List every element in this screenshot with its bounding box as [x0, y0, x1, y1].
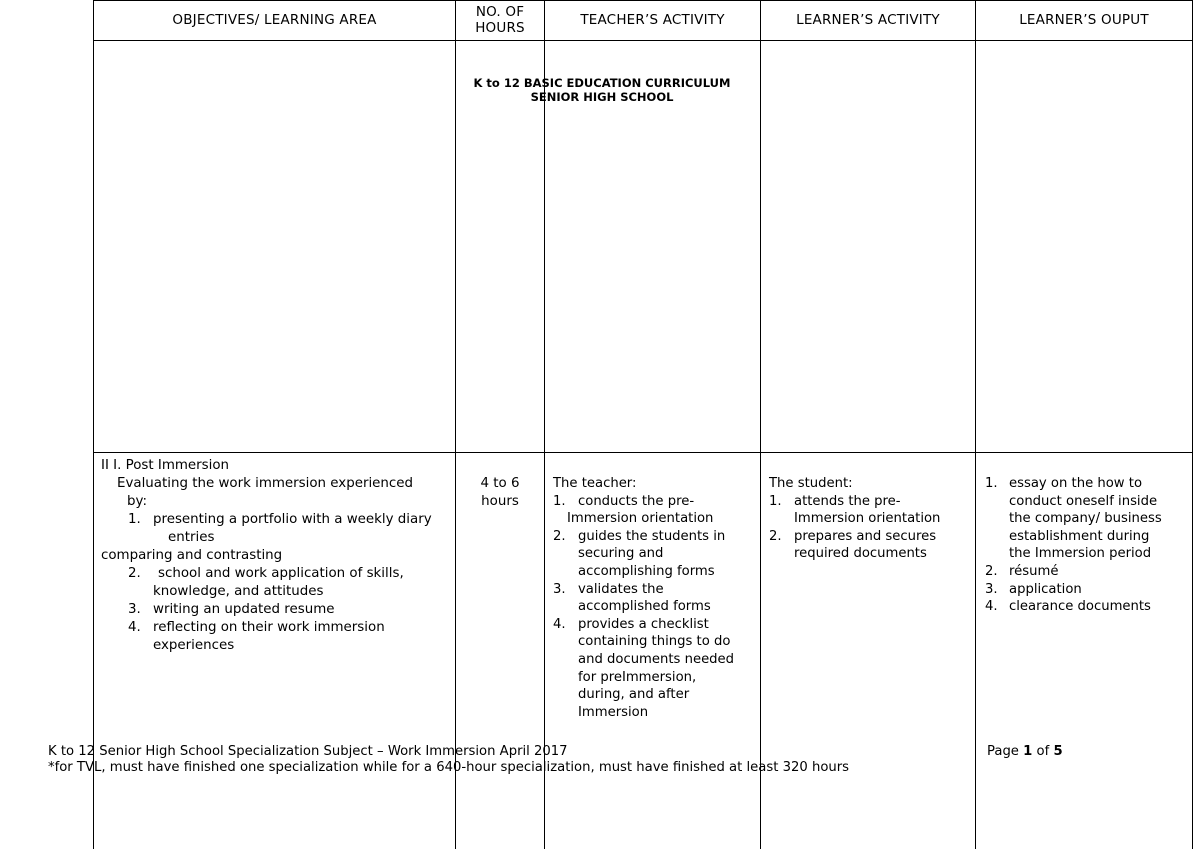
list-text: clearance documents — [1009, 599, 1151, 615]
list-item — [985, 475, 1162, 493]
list-text: conduct oneself inside — [1009, 493, 1158, 509]
footer-title: K to 12 Senior High School Specialization Subject – Work Immersion April 2017 — [48, 744, 568, 759]
list-text: the company/ business — [1009, 511, 1162, 527]
list-text: résumé — [1009, 563, 1059, 579]
list-text: experiences — [153, 638, 235, 653]
list-text: reflecting on their work immersion — [153, 620, 385, 635]
list-text: during, and after — [578, 687, 690, 703]
list-text: knowledge, and attitudes — [153, 584, 324, 599]
objectives-text: by: — [127, 494, 147, 509]
list-text: and documents needed — [578, 651, 735, 667]
objectives-heading: II I. Post Immersion — [101, 458, 230, 473]
list-number: 3. — [128, 602, 141, 617]
curriculum-banner — [440, 76, 764, 104]
teacher-intro: The teacher: — [553, 476, 637, 491]
list-text: Immersion orientation — [567, 511, 714, 527]
list-number: 4. — [553, 616, 566, 632]
page-total: 5 — [1053, 744, 1063, 759]
header-learner — [761, 0, 975, 40]
header-teacher — [545, 0, 760, 40]
header-teacher-label: TEACHER’S ACTIVITY — [580, 12, 725, 28]
header-hours — [456, 0, 544, 40]
list-number: 2. — [128, 566, 141, 581]
table-border-right — [1192, 0, 1193, 849]
page-current: 1 — [1023, 744, 1033, 759]
header-output — [976, 0, 1192, 40]
list-text: validates the — [578, 581, 664, 597]
list-number: 1. — [553, 493, 566, 509]
list-text: provides a checklist — [578, 616, 709, 632]
list-item — [101, 619, 432, 637]
page-of: of — [1036, 744, 1050, 759]
list-item — [553, 528, 734, 546]
list-item — [985, 581, 1162, 599]
banner-line2: SENIOR HIGH SCHOOL — [530, 90, 674, 104]
list-number: 3. — [985, 581, 998, 597]
column-divider-output — [975, 0, 976, 849]
header-objectives — [94, 0, 455, 40]
header-hours-line2: HOURS — [475, 20, 525, 36]
table-border-left — [93, 0, 94, 849]
hours-unit: hours — [481, 494, 519, 509]
list-text: application — [1009, 581, 1082, 597]
learner-intro: The student: — [769, 476, 853, 491]
list-number: 2. — [985, 563, 998, 579]
list-item — [985, 598, 1162, 616]
banner-line1: K to 12 BASIC EDUCATION CURRICULUM — [473, 76, 731, 90]
header-hours-line1: NO. OF — [475, 4, 525, 20]
output-cell — [985, 475, 1162, 616]
header-learner-label: LEARNER’S ACTIVITY — [796, 12, 940, 28]
list-item — [101, 601, 432, 619]
list-text: school and work application of skills, — [158, 566, 404, 581]
page-label: Page — [987, 744, 1019, 759]
list-text: establishment during — [1009, 528, 1150, 544]
list-text: guides the students in — [578, 528, 726, 544]
list-text: attends the pre- — [794, 493, 901, 509]
page-footer — [48, 744, 849, 776]
list-text: containing things to do — [578, 634, 731, 650]
objectives-text: Evaluating the work immersion experienced — [117, 476, 414, 491]
list-text: writing an updated resume — [153, 602, 335, 617]
list-item — [985, 563, 1162, 581]
objectives-cell — [101, 457, 432, 655]
objectives-text: comparing and contrasting — [101, 548, 283, 563]
list-text: presenting a portfolio with a weekly diary — [153, 512, 432, 527]
list-item — [101, 511, 432, 529]
list-text: entries — [168, 530, 215, 545]
header-objectives-label: OBJECTIVES/ LEARNING AREA — [172, 12, 377, 28]
list-number: 4. — [128, 620, 141, 635]
list-item — [553, 581, 734, 599]
header-output-label: LEARNER’S OUPUT — [1019, 12, 1149, 28]
teacher-cell — [553, 475, 734, 721]
row-divider — [93, 452, 1193, 453]
list-number: 1. — [128, 512, 141, 527]
hours-value: 4 to 6 — [480, 476, 520, 491]
list-item — [769, 528, 940, 546]
list-number: 4. — [985, 599, 998, 615]
list-item — [101, 565, 432, 583]
list-number: 2. — [769, 528, 782, 544]
hours-cell — [456, 475, 544, 511]
list-text: prepares and secures — [794, 528, 937, 544]
footer-note: *for TVL, must have finished one specialization while for a 640-hour specialization, must have finished at least 320 hours — [48, 760, 850, 775]
learner-cell — [769, 475, 940, 563]
list-text: essay on the how to — [1009, 476, 1143, 491]
list-text: securing and — [578, 546, 664, 562]
list-number: 2. — [553, 528, 566, 544]
list-number: 3. — [553, 581, 566, 597]
list-text: the Immersion period — [1009, 546, 1152, 562]
list-text: required documents — [794, 546, 927, 562]
list-item — [553, 493, 734, 511]
column-divider-learner — [760, 0, 761, 849]
page-number — [987, 744, 1063, 760]
list-text: accomplished forms — [578, 599, 711, 615]
list-text: Immersion orientation — [794, 511, 941, 527]
list-number: 1. — [985, 476, 998, 491]
list-number: 1. — [769, 493, 782, 509]
list-item — [769, 493, 940, 511]
list-text: conducts the pre- — [578, 493, 695, 509]
column-divider-hours — [455, 0, 456, 849]
header-row-divider — [93, 40, 1193, 41]
list-text: accomplishing forms — [578, 563, 715, 579]
list-text: for preImmersion, — [578, 669, 697, 685]
list-text: Immersion — [578, 704, 649, 720]
column-divider-teacher — [544, 0, 545, 849]
list-item — [553, 616, 734, 634]
